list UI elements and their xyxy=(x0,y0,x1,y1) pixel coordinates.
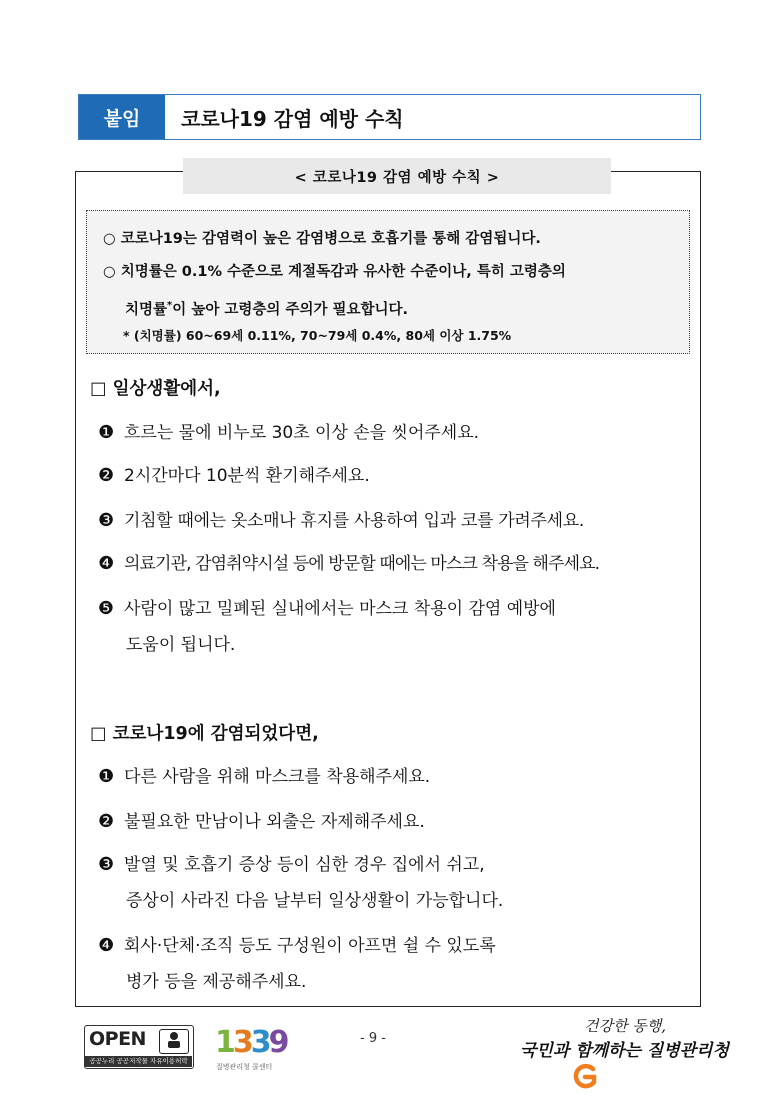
notice-line-3-b: 이 높아 고령층의 주의가 필요합니다. xyxy=(172,301,409,318)
list-item xyxy=(98,420,479,446)
notice-line-3-a: 치명률 xyxy=(125,301,168,318)
item-text: 2시간마다 10분씩 환기해주세요. xyxy=(124,466,370,486)
notice-box xyxy=(86,210,690,354)
list-item xyxy=(98,551,599,577)
item-number: ❷ xyxy=(98,465,115,486)
open-license-logo xyxy=(84,1025,194,1069)
list-item xyxy=(98,596,556,658)
logo-digit: 3 xyxy=(232,1025,251,1060)
slogan-line-2: 국민과 함께하는 질병관리청 xyxy=(520,1041,729,1061)
list-item xyxy=(98,933,496,995)
list-item xyxy=(98,809,425,835)
kdca-slogan xyxy=(520,1015,729,1061)
item-text: 사람이 많고 밀폐된 실내에서는 마스크 착용이 감염 예방에 xyxy=(124,599,556,619)
call-center-caption: 질병관리청 콜센터 xyxy=(216,1063,273,1071)
notice-line-2: ○ 치명률은 0.1% 수준으로 계절독감과 유사한 수준이나, 특히 고령층의 xyxy=(103,264,566,280)
page-number: - 9 - xyxy=(360,1031,386,1046)
notice-line-3 xyxy=(103,289,689,322)
item-number: ❹ xyxy=(98,935,115,956)
notice-footnote: * (치명률) 60~69세 0.11%, 70~79세 0.4%, 80세 이상 1.75% xyxy=(123,328,512,343)
item-text: 불필요한 만남이나 외출은 자제해주세요. xyxy=(124,812,425,832)
footnote-marker: * xyxy=(167,300,173,311)
item-text: 기침할 때에는 옷소매나 휴지를 사용하여 입과 코를 가려주세요. xyxy=(124,511,585,531)
list-item xyxy=(98,852,503,914)
logo-digit: 3 xyxy=(250,1025,269,1060)
list-item xyxy=(98,508,584,534)
attachment-header xyxy=(78,94,701,140)
item-number: ❸ xyxy=(98,510,114,531)
open-license-text: OPEN xyxy=(89,1028,146,1050)
item-number: ❺ xyxy=(98,598,115,619)
attachment-label: 붙임 xyxy=(79,95,165,139)
list-item xyxy=(98,764,430,790)
slogan-line-1: 건강한 동행, xyxy=(584,1017,666,1035)
page-title: 코로나19 감염 예방 수칙 xyxy=(181,106,404,131)
section-daily-life-heading: □ 일상생활에서, xyxy=(90,379,221,399)
item-number: ❶ xyxy=(98,422,115,443)
item-text-continued: 증상이 사라진 다음 날부터 일상생활이 가능합니다. xyxy=(126,891,504,911)
item-number: ❷ xyxy=(98,811,115,832)
person-icon xyxy=(159,1029,189,1054)
item-number: ❸ xyxy=(98,854,115,875)
item-text: 발열 및 호흡기 증상 등이 심한 경우 집에서 쉬고, xyxy=(124,855,485,875)
logo-digit: 1 xyxy=(215,1025,233,1060)
item-text-continued: 도움이 됩니다. xyxy=(126,635,236,655)
logo-digit: 9 xyxy=(268,1025,287,1060)
box-title: < 코로나19 감염 예방 수칙 > xyxy=(183,158,611,194)
item-text-continued: 병가 등을 제공해주세요. xyxy=(126,972,307,992)
list-item xyxy=(98,463,370,489)
item-text: 흐르는 물에 비누로 30초 이상 손을 씻어주세요. xyxy=(124,423,480,443)
item-text: 다른 사람을 위해 마스크를 착용해주세요. xyxy=(124,767,431,787)
item-text: 회사·단체·조직 등도 구성원이 아프면 쉴 수 있도록 xyxy=(124,936,496,956)
open-license-caption: 공공누리 공공저작물 자유이용허락 xyxy=(85,1056,192,1067)
notice-line-1: ○ 코로나19는 감염력이 높은 감염병으로 호흡기를 통해 감염됩니다. xyxy=(103,231,541,247)
item-number: ❶ xyxy=(98,766,115,787)
item-number: ❹ xyxy=(98,553,114,574)
call-center-logo xyxy=(215,1027,287,1059)
section-infected-heading: □ 코로나19에 감염되었다면, xyxy=(90,724,319,744)
kdca-g-logo-icon xyxy=(572,1062,598,1092)
item-text: 의료기관, 감염취약시설 등에 방문할 때에는 마스크 착용을 해주세요. xyxy=(124,554,600,574)
